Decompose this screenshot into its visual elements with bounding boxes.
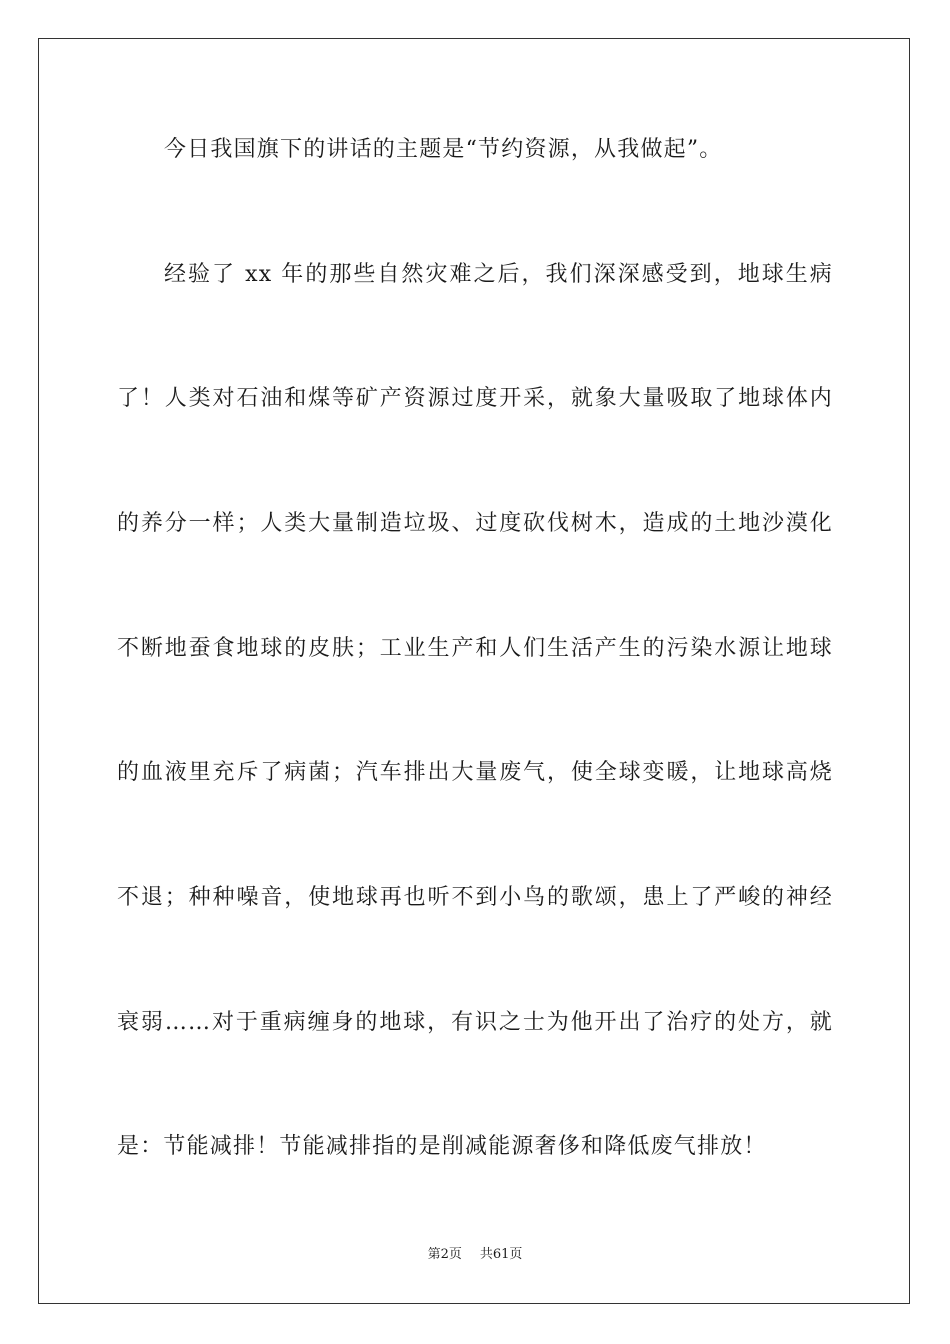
paragraph-line: 的血液里充斥了病菌；汽车排出大量废气，使全球变暖，让地球高烧 xyxy=(117,760,833,785)
page-footer xyxy=(0,1246,950,1264)
paragraph-line: 的养分一样；人类大量制造垃圾、过度砍伐树木，造成的土地沙漠化 xyxy=(117,511,833,536)
paragraph-line: 衰弱……对于重病缠身的地球，有识之士为他开出了治疗的处方，就 xyxy=(117,1010,833,1035)
page-border xyxy=(38,38,910,1304)
page-number: 第2页 xyxy=(427,1247,462,1262)
paragraph-line: 是：节能减排！节能减排指的是削减能源奢侈和降低废气排放！ xyxy=(117,1134,767,1159)
paragraph-line: 今日我国旗下的讲话的主题是“节约资源，从我做起”。 xyxy=(164,137,723,162)
page-total: 共61页 xyxy=(479,1247,523,1262)
paragraph-line: 不断地蚕食地球的皮肤；工业生产和人们生活产生的污染水源让地球 xyxy=(117,636,833,661)
paragraph-line: 经验了 xx 年的那些自然灾难之后，我们深深感受到，地球生病 xyxy=(164,262,833,287)
paragraph-line: 了！人类对石油和煤等矿产资源过度开采，就象大量吸取了地球体内 xyxy=(117,386,833,411)
paragraph-line: 不退；种种噪音，使地球再也听不到小鸟的歌颂，患上了严峻的神经 xyxy=(117,885,833,910)
